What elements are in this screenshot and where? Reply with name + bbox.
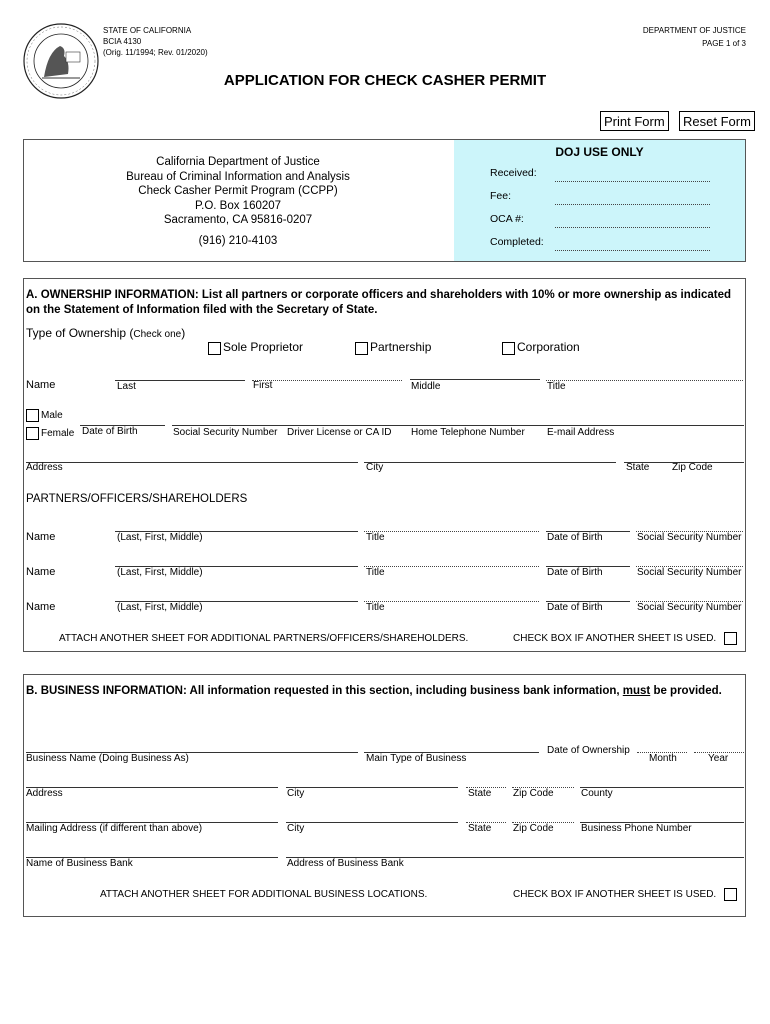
doj-use-only-title: DOJ USE ONLY [555, 145, 644, 159]
address-line-5: Sacramento, CA 95816-0207 [163, 214, 313, 226]
partner-3-dob-label: Date of Birth [547, 602, 603, 613]
owner-dl-label: Driver License or CA ID [287, 427, 392, 438]
department-label: DEPARTMENT OF JUSTICE [642, 26, 746, 35]
partner-3-title-label: Title [366, 602, 385, 613]
partner-1-name-label: Name [26, 531, 56, 543]
corporation-label: Corporation [517, 340, 580, 354]
partner-1-title-input[interactable] [364, 531, 539, 532]
owner-zip-label: Zip Code [672, 462, 713, 473]
partner-1-lfm-label: (Last, First, Middle) [117, 532, 203, 543]
owner-middle-label: Middle [411, 381, 441, 392]
owner-city-input[interactable] [364, 462, 616, 463]
business-phone-label: Business Phone Number [581, 823, 692, 834]
corporation-checkbox[interactable] [502, 342, 515, 355]
section-a-check-note: CHECK BOX IF ANOTHER SHEET IS USED. [513, 633, 717, 644]
section-b-box [23, 674, 746, 917]
doj-oca-line [555, 227, 710, 228]
owner-address-label: Address [26, 462, 63, 473]
partner-3-name-label: Name [26, 601, 56, 613]
business-state-label: State [468, 788, 492, 799]
reset-form-button[interactable]: Reset Form [679, 111, 755, 131]
owner-name-label: Name [26, 379, 56, 391]
section-b-heading-must: must [622, 685, 651, 697]
male-label: Male [41, 410, 63, 421]
owner-title-label: Title [547, 381, 566, 392]
ownership-month-label: Month [649, 753, 677, 764]
partner-3-title-input[interactable] [364, 601, 539, 602]
sole-proprietor-checkbox[interactable] [208, 342, 221, 355]
partner-3-lfm-label: (Last, First, Middle) [117, 602, 203, 613]
ownership-type-text: Type of Ownership ( [26, 326, 134, 340]
owner-id-row-line [172, 425, 744, 426]
ownership-year-label: Year [708, 753, 729, 764]
business-type-label: Main Type of Business [366, 753, 467, 764]
bank-name-label: Name of Business Bank [26, 858, 133, 869]
mailing-city-input[interactable] [286, 822, 458, 823]
partner-1-ssn-label: Social Security Number [637, 532, 742, 543]
print-form-button[interactable]: Print Form [600, 111, 669, 131]
female-checkbox[interactable] [26, 427, 39, 440]
owner-first-input[interactable] [252, 380, 402, 381]
section-b-heading [26, 684, 744, 699]
doj-fee-line [555, 204, 710, 205]
address-phone: (916) 210-4103 [198, 234, 278, 247]
address-line-2: Bureau of Criminal Information and Analysis [126, 170, 350, 183]
male-checkbox[interactable] [26, 409, 39, 422]
sole-proprietor-label: Sole Proprietor [223, 340, 304, 354]
section-a-another-sheet-checkbox[interactable] [724, 632, 737, 645]
section-b-another-sheet-checkbox[interactable] [724, 888, 737, 901]
partner-3-ssn-label: Social Security Number [637, 602, 742, 613]
owner-city-label: City [366, 462, 384, 473]
owner-email-label: E-mail Address [547, 427, 615, 438]
page-number: PAGE 1 of 3 [702, 39, 746, 48]
section-b-attach-note: ATTACH ANOTHER SHEET FOR ADDITIONAL BUSINESS LOCATIONS. [100, 889, 428, 900]
partner-2-dob-label: Date of Birth [547, 567, 603, 578]
owner-home-phone-label: Home Telephone Number [411, 427, 525, 438]
address-line-1: California Department of Justice [156, 156, 320, 168]
business-county-label: County [581, 788, 613, 799]
business-name-label: Business Name (Doing Business As) [26, 753, 189, 764]
section-b-heading-text: B. BUSINESS INFORMATION: All information requested in this section, including business bank information, [26, 685, 623, 697]
partnership-checkbox[interactable] [355, 342, 368, 355]
partnership-label: Partnership [370, 340, 432, 354]
section-b-heading-end: be provided. [650, 685, 722, 697]
section-a-attach-note: ATTACH ANOTHER SHEET FOR ADDITIONAL PARTNERS/OFFICERS/SHAREHOLDERS. [59, 633, 469, 644]
owner-middle-input[interactable] [410, 379, 540, 380]
owner-address-input[interactable] [26, 462, 358, 463]
bank-address-label: Address of Business Bank [287, 858, 404, 869]
address-line-3: Check Casher Permit Program (CCPP) [138, 185, 338, 197]
address-line-4: P.O. Box 160207 [194, 199, 282, 212]
state-label: STATE OF CALIFORNIA [103, 26, 192, 35]
owner-state-label: State [626, 462, 650, 473]
revision-date: (Orig. 11/1994; Rev. 01/2020) [103, 48, 208, 57]
owner-dob-label: Date of Birth [82, 426, 138, 437]
doj-completed-label: Completed: [490, 236, 544, 248]
section-a-heading: A. OWNERSHIP INFORMATION: List all partners or corporate officers and shareholders with 10% or more ownership as indicated on the Statement of Information filed with the Secretary of State. [26, 289, 732, 316]
partner-2-name-label: Name [26, 566, 56, 578]
doj-completed-line [555, 250, 710, 251]
partner-1-dob-label: Date of Birth [547, 532, 603, 543]
doj-address-block [23, 155, 453, 248]
ownership-type-close: ) [181, 326, 186, 340]
partner-2-ssn-label: Social Security Number [637, 567, 742, 578]
mailing-state-label: State [468, 823, 492, 834]
female-label: Female [41, 428, 75, 439]
business-address-label: Address [26, 788, 63, 799]
business-city-label: City [287, 788, 305, 799]
date-ownership-label: Date of Ownership [547, 745, 630, 756]
owner-ssn-label: Social Security Number [173, 427, 278, 438]
mailing-address-label: Mailing Address (if different than above) [26, 823, 203, 834]
page-title: APPLICATION FOR CHECK CASHER PERMIT [223, 72, 547, 89]
mailing-city-label: City [287, 823, 305, 834]
doj-fee-label: Fee: [490, 190, 512, 202]
ownership-type-label [26, 326, 185, 340]
owner-title-input[interactable] [546, 380, 743, 381]
check-one-hint: Check one [133, 329, 182, 340]
doj-received-label: Received: [490, 167, 537, 179]
mailing-zip-label: Zip Code [513, 823, 554, 834]
partner-1-title-label: Title [366, 532, 385, 543]
business-city-input[interactable] [286, 787, 458, 788]
doj-oca-label: OCA #: [490, 213, 524, 225]
owner-first-label: First [253, 380, 273, 391]
section-b-check-note: CHECK BOX IF ANOTHER SHEET IS USED. [513, 889, 717, 900]
partner-2-title-label: Title [366, 567, 385, 578]
partner-2-title-input[interactable] [364, 566, 539, 567]
form-number: BCIA 4130 [103, 37, 142, 46]
partners-heading: PARTNERS/OFFICERS/SHAREHOLDERS [26, 493, 248, 505]
owner-last-label: Last [117, 381, 136, 392]
business-address-input[interactable] [26, 787, 278, 788]
business-zip-label: Zip Code [513, 788, 554, 799]
partner-2-lfm-label: (Last, First, Middle) [117, 567, 203, 578]
doj-received-line [555, 181, 710, 182]
